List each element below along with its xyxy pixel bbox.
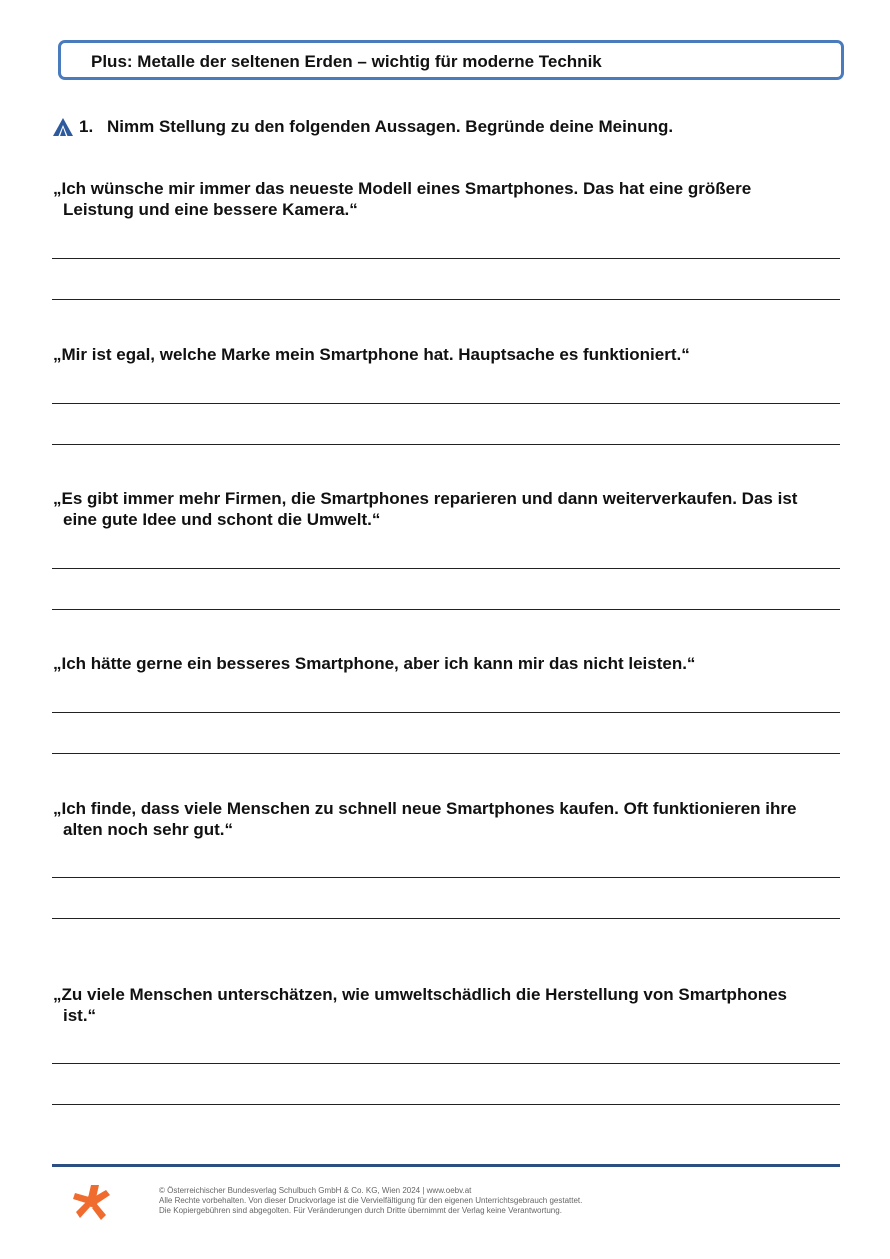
answer-line[interactable]: [52, 568, 840, 569]
statement-2: [53, 344, 843, 365]
statement-4: [53, 653, 843, 674]
answer-line[interactable]: [52, 877, 840, 878]
statement-line: „Es gibt immer mehr Firmen, die Smartphones reparieren und dann weiterverkaufen. Das ist: [53, 489, 798, 508]
oebv-logo-icon: [72, 1182, 112, 1222]
statement-line: „Ich hätte gerne ein besseres Smartphone, aber ich kann mir das nicht leisten.“: [53, 654, 696, 673]
answer-line[interactable]: [52, 753, 840, 754]
statement-line: „Ich finde, dass viele Menschen zu schnell neue Smartphones kaufen. Oft funktionieren ihre: [53, 799, 797, 818]
task-number: 1.: [79, 117, 94, 136]
statement-line: „Mir ist egal, welche Marke mein Smartphone hat. Hauptsache es funktioniert.“: [53, 345, 690, 364]
answer-line[interactable]: [52, 918, 840, 919]
answer-line[interactable]: [52, 299, 840, 300]
footer-divider: [52, 1164, 840, 1167]
statement-line: alten noch sehr gut.“: [63, 820, 234, 839]
answer-line[interactable]: [52, 609, 840, 610]
answer-line[interactable]: [52, 1063, 840, 1064]
task-heading: [53, 116, 673, 138]
statement-line: ist.“: [63, 1006, 97, 1025]
footer-line: Die Kopiergebühren sind abgegolten. Für Veränderungen durch Dritte übernimmt der Verlag keine Verantwortung.: [159, 1206, 562, 1215]
footer-line: Alle Rechte vorbehalten. Von dieser Druckvorlage ist die Vervielfältigung für den eigenen Unterrichtsgebrauch gestattet.: [159, 1196, 583, 1205]
statement-line: Leistung und eine bessere Kamera.“: [63, 200, 358, 219]
statement-3: [53, 488, 843, 530]
statement-1: [53, 178, 843, 220]
footer-copyright: [159, 1186, 582, 1216]
page-title: Plus: Metalle der seltenen Erden – wichtig für moderne Technik: [91, 52, 602, 71]
answer-line[interactable]: [52, 403, 840, 404]
triangle-level-icon: [53, 118, 73, 136]
statement-line: eine gute Idee und schont die Umwelt.“: [63, 510, 381, 529]
statement-5: [53, 798, 843, 840]
footer-line: © Österreichischer Bundesverlag Schulbuch GmbH & Co. KG, Wien 2024 | www.oebv.at: [159, 1186, 472, 1195]
task-instruction: Nimm Stellung zu den folgenden Aussagen. Begründe deine Meinung.: [107, 117, 674, 136]
answer-line[interactable]: [52, 712, 840, 713]
title-box: [58, 40, 844, 80]
answer-line[interactable]: [52, 1104, 840, 1105]
statement-6: [53, 984, 843, 1026]
answer-line[interactable]: [52, 258, 840, 259]
statement-line: „Zu viele Menschen unterschätzen, wie umweltschädlich die Herstellung von Smartphones: [53, 985, 788, 1004]
statement-line: „Ich wünsche mir immer das neueste Modell eines Smartphones. Das hat eine größere: [53, 179, 752, 198]
answer-line[interactable]: [52, 444, 840, 445]
